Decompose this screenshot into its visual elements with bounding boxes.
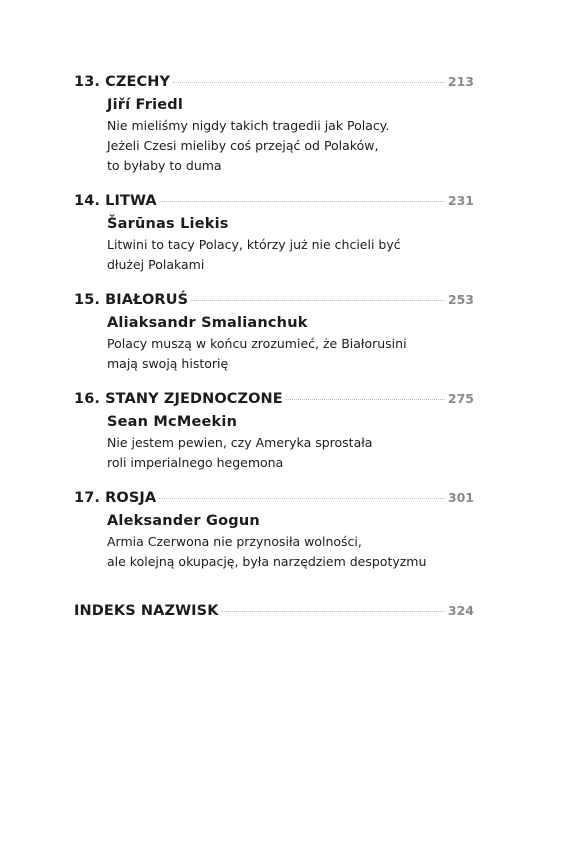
chapter-title: 14. LITWA <box>74 193 157 209</box>
subtitle-line: ale kolejną okupację, była narzędziem despotyzmu <box>107 554 427 569</box>
dot-leader <box>159 498 445 499</box>
author-name: Aleksander Gogun <box>107 513 260 529</box>
toc-entry-litwa <box>74 193 474 275</box>
page-number: 253 <box>447 292 474 307</box>
dot-leader <box>160 201 445 202</box>
chapter-title: 15. BIAŁORUŚ <box>74 292 189 308</box>
chapter-title: 13. CZECHY <box>74 74 171 90</box>
toc-entry-index <box>74 603 474 624</box>
subtitle-line: Armia Czerwona nie przynosiła wolności, <box>107 534 362 549</box>
subtitle-line: mają swoją historię <box>107 356 229 371</box>
author-name: Jiří Friedl <box>107 97 184 113</box>
page-number: 324 <box>447 603 474 618</box>
page-number: 275 <box>447 391 474 406</box>
page-number: 301 <box>447 490 474 505</box>
subtitle-line: roli imperialnego hegemona <box>107 455 284 470</box>
subtitle-line: to byłaby to duma <box>107 158 222 173</box>
toc-entry-czechy <box>74 74 474 176</box>
dot-leader <box>173 82 445 83</box>
subtitle-line: Jeżeli Czesi mieliby coś przejąć od Polaków, <box>107 138 379 153</box>
dot-leader <box>191 300 445 301</box>
toc-entry-stany-zjednoczone <box>74 391 474 473</box>
chapter-title: 17. ROSJA <box>74 490 157 506</box>
toc-entry-bialorus <box>74 292 474 374</box>
author-name: Sean McMeekin <box>107 414 238 430</box>
subtitle-line: Litwini to tacy Polacy, którzy już nie chcieli być <box>107 237 401 252</box>
page-number: 231 <box>447 193 474 208</box>
page-number: 213 <box>447 74 474 89</box>
author-name: Šarūnas Liekis <box>107 216 229 232</box>
dot-leader <box>286 399 445 400</box>
author-name: Aliaksandr Smalianchuk <box>107 315 308 331</box>
subtitle-line: dłużej Polakami <box>107 257 205 272</box>
toc-entry-rosja <box>74 490 474 572</box>
subtitle-line: Nie mieliśmy nigdy takich tragedii jak Polacy. <box>107 118 390 133</box>
table-of-contents <box>74 74 474 641</box>
index-title: INDEKS NAZWISK <box>74 603 219 619</box>
subtitle-line: Nie jestem pewien, czy Ameryka sprostała <box>107 435 373 450</box>
chapter-title: 16. STANY ZJEDNOCZONE <box>74 391 283 407</box>
dot-leader <box>222 611 445 612</box>
subtitle-line: Polacy muszą w końcu zrozumieć, że Białorusini <box>107 336 407 351</box>
